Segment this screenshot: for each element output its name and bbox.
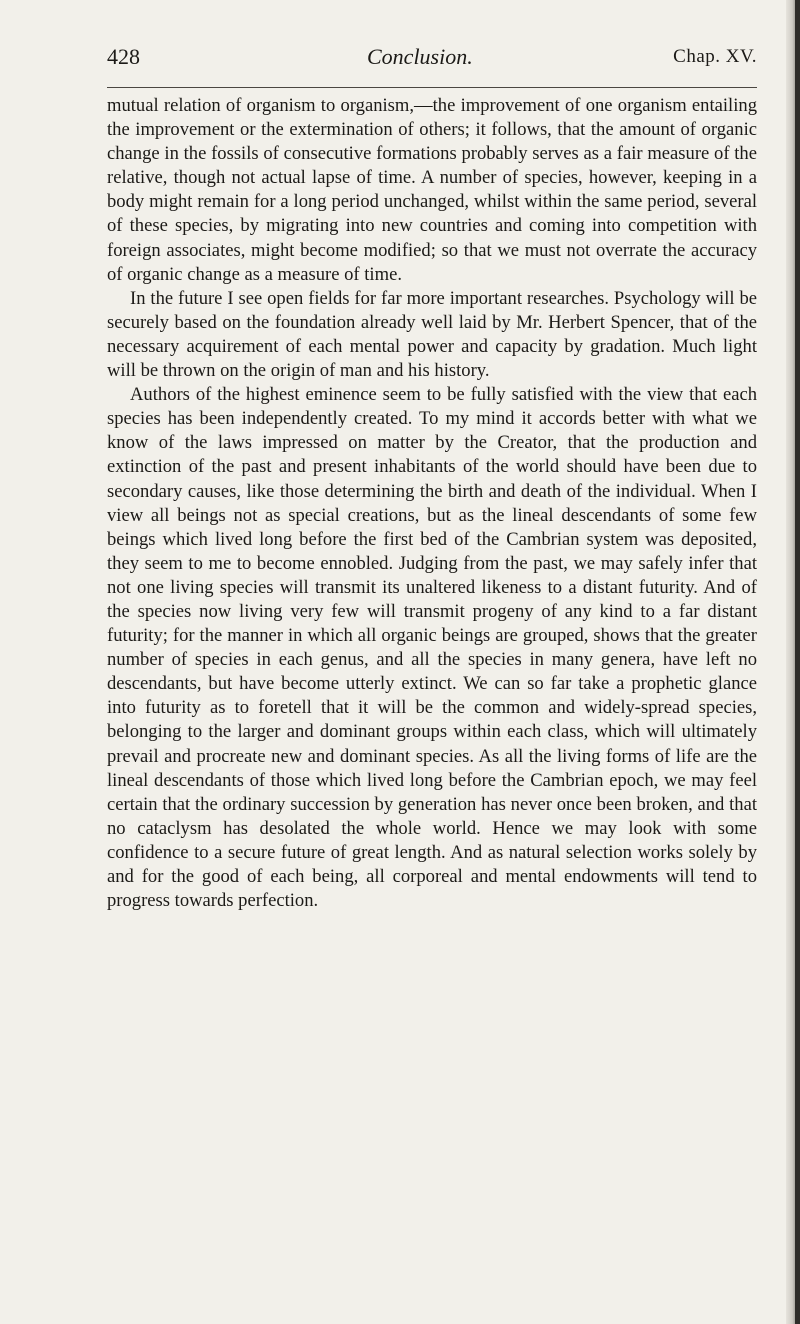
paragraph-continued: mutual relation of organism to organism,—the improvement of one organism entailing the improvement or the extermination of others; it follows, that the amount of organic change in the fossils of consecutive formations probably serves as a fair measure of the relative, though not actual lapse of time. A number of species, however, keeping in a body might remain for a long period unchanged, whilst within the same period, several of these species, by migrating into new countries and coming into competition with foreign associates, might become modified; so that we must not overrate the accuracy of organic change as a measure of time.	[107, 95, 757, 285]
running-title: Conclusion.	[367, 44, 473, 69]
paragraph-future-research: In the future I see open fields for far more important researches. Psychology will be securely based on the foundation already well laid by Mr. Herbert Spencer, that of the necessary acquirement of each mental power and capacity by gradation. Much light will be thrown on the origin of man and his history.	[107, 287, 757, 382]
chapter-label: Chap. XV.	[673, 46, 757, 67]
paragraph-authors: Authors of the highest eminence seem to be fully satisfied with the view that each species has been independently created. To my mind it accords better with what we know of the laws impressed on matter by the Creator, that the production and extinction of the past and present inhabitants of the world should have been due to secondary causes, like those determining the birth and death of the individual. When I view all beings not as special creations, but as the lineal descendants of some few beings which lived long before the first bed of the Cambrian system was deposited, they seem to me to become ennobled. Judging from the past, we may safely infer that not one living species will transmit its unaltered likeness to a distant futurity. And of the species now living very few will transmit progeny of any kind to a far distant futurity; for the manner in which all organic beings are grouped, shows that the greater number of species in each genus, and all the species in many genera, have left no descendants, but have become utterly extinct. We can so far take a prophetic glance into futurity as to foretell that it will be the common and widely-spread species, belonging to the larger and dominant groups within each class, which will ultimately prevail and procreate new and dominant species. As all the living forms of life are the lineal descendants of those which lived long before the Cambrian epoch, we may feel certain that the ordinary succession by generation has never once been broken, and that no cataclysm has desolated the whole world. Hence we may look with some confidence to a secure future of great length. And as natural selection works solely by and for the good of each being, all corporeal and mental endowments will tend to progress towards perfection.	[107, 384, 757, 912]
page-edge-dark	[795, 0, 800, 1324]
header-rule	[107, 87, 757, 88]
page-number: 428	[107, 44, 140, 69]
body-text	[107, 94, 757, 913]
page-header	[107, 44, 757, 84]
